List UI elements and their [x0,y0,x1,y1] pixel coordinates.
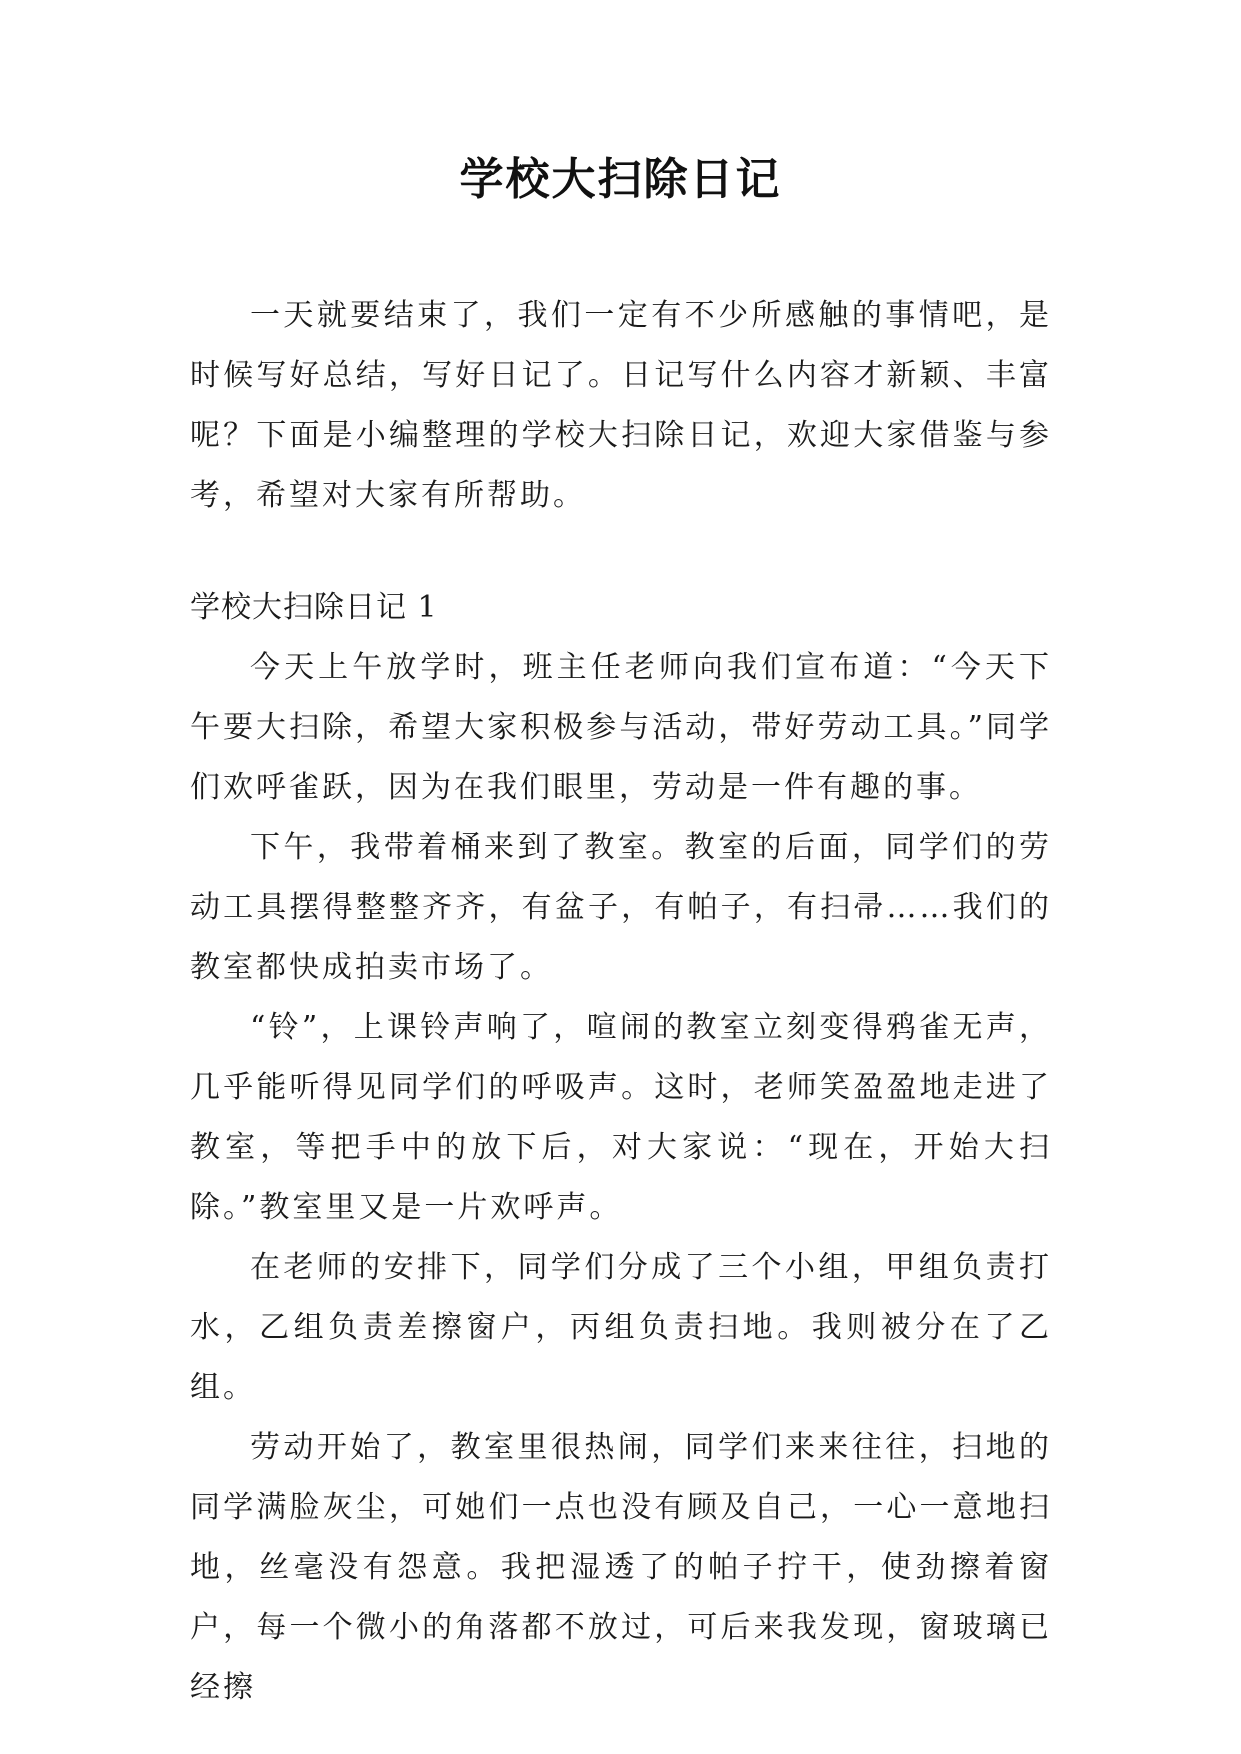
diary-paragraph-2: 下午，我带着桶来到了教室。教室的后面，同学们的劳动工具摆得整整齐齐，有盆子，有帕子，有扫帚……我们的教室都快成拍卖市场了。 [190,830,1052,985]
diary-paragraph-4: 在老师的安排下，同学们分成了三个小组，甲组负责打水，乙组负责差擦窗户，丙组负责扫地。我则被分在了乙组。 [190,1250,1052,1405]
section-heading: 学校大扫除日记 1 [190,590,438,625]
intro-paragraph: 一天就要结束了，我们一定有不少所感触的事情吧，是时候写好总结，写好日记了。日记写什么内容才新颖、丰富呢？下面是小编整理的学校大扫除日记，欢迎大家借鉴与参考，希望对大家有所帮助。 [190,298,1052,513]
diary-paragraph-3: “铃”，上课铃声响了，喧闹的教室立刻变得鸦雀无声，几乎能听得见同学们的呼吸声。这时，老师笑盈盈地走进了教室，等把手中的放下后，对大家说：“现在，开始大扫除。”教室里又是一片欢呼声。 [190,1010,1052,1225]
intro-block [190,286,1052,526]
diary-paragraph-5: 劳动开始了，教室里很热闹，同学们来来往往，扫地的同学满脸灰尘，可她们一点也没有顾及自己，一心一意地扫地，丝毫没有怨意。我把湿透了的帕子拧干，使劲擦着窗户，每一个微小的角落都不放过，可后来我发现，窗玻璃已经擦 [190,1430,1052,1705]
diary-paragraph-1: 今天上午放学时，班主任老师向我们宣布道：“今天下午要大扫除，希望大家积极参与活动，带好劳动工具。”同学们欢呼雀跃，因为在我们眼里，劳动是一件有趣的事。 [190,650,1052,805]
document-title: 学校大扫除日记 [459,154,782,205]
diary-section [190,578,1052,1718]
